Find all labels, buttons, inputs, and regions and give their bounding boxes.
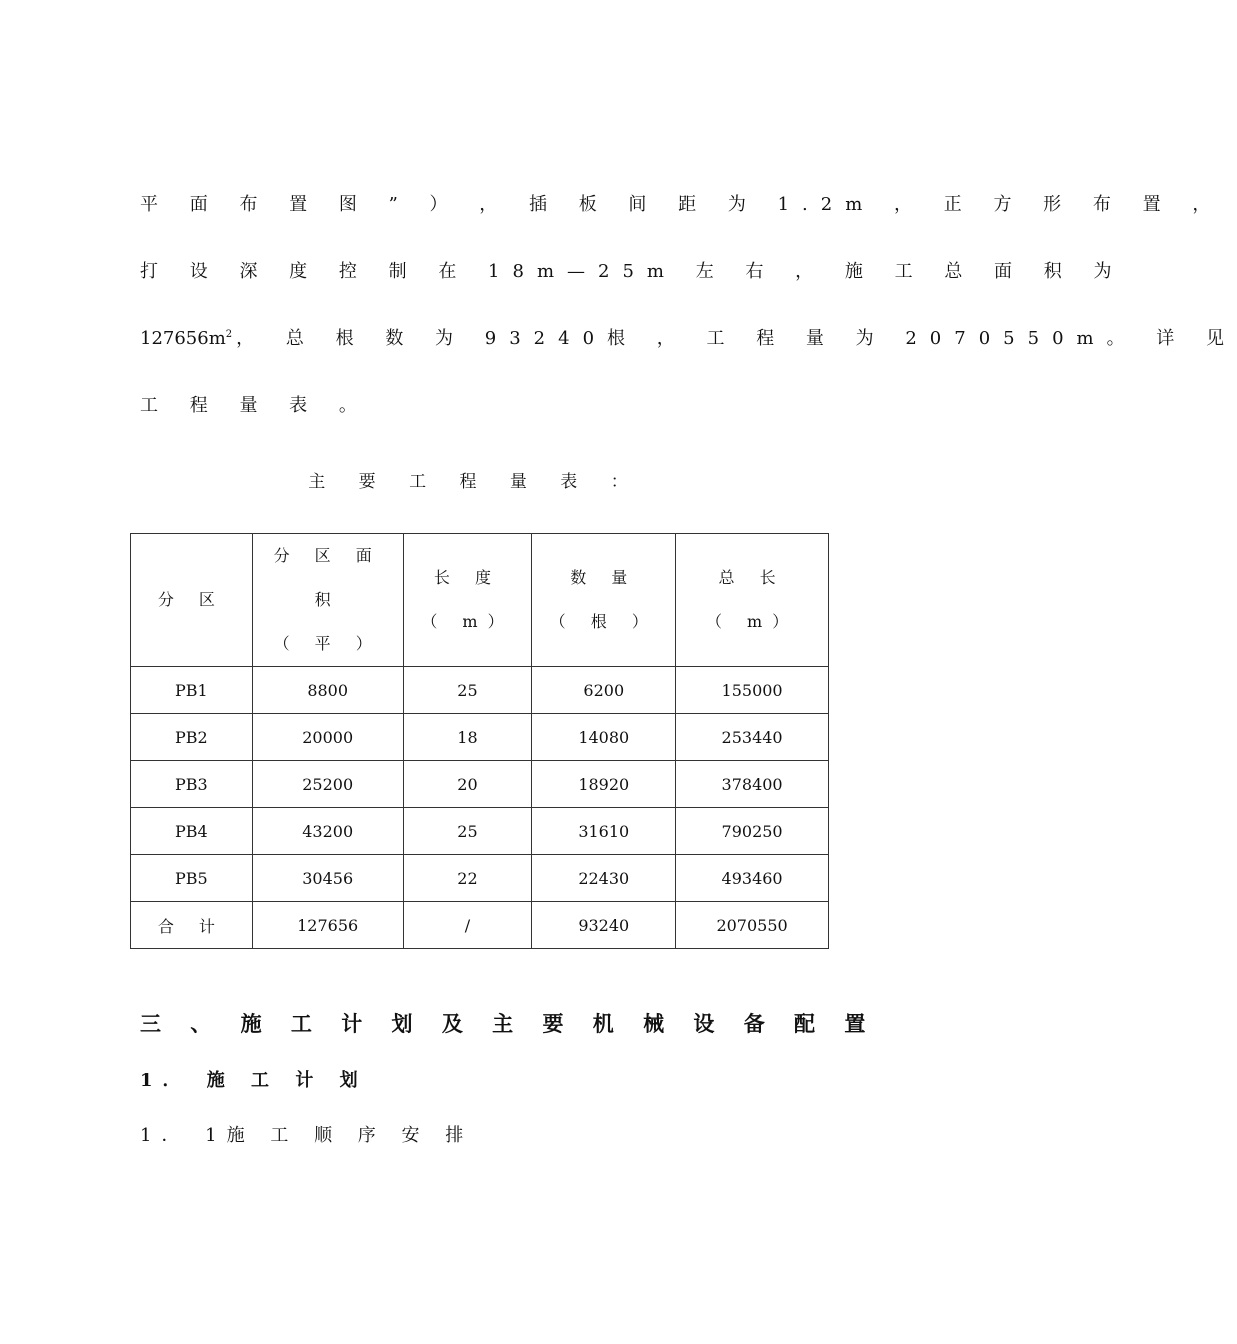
paragraph-line-2 <box>140 257 1125 283</box>
cell-total-length: 493460 <box>676 855 829 902</box>
table-row <box>131 808 829 855</box>
cell-area: 30456 <box>252 855 403 902</box>
cell-count: 22430 <box>532 855 676 902</box>
header-cell-area: 分 区 面 积 （ 平 ） <box>252 534 403 667</box>
section-heading: 三 、 施 工 计 划 及 主 要 机 械 设 备 配 置 <box>140 1011 877 1036</box>
header-cell-zone: 分 区 <box>131 534 253 667</box>
paragraph-text: 工 程 量 表 。 <box>140 395 370 416</box>
cell-area: 25200 <box>252 761 403 808</box>
cell-zone: PB5 <box>131 855 253 902</box>
cell-zone: PB4 <box>131 808 253 855</box>
quantity-table <box>130 533 829 949</box>
cell-length: / <box>403 902 532 949</box>
table-total-row <box>131 902 829 949</box>
paragraph-text: 打 设 深 度 控 制 在 18m—25m 左 右 ， 施 工 总 面 积 为 <box>140 261 1125 282</box>
paragraph-line-4 <box>140 391 370 417</box>
cell-zone: PB3 <box>131 761 253 808</box>
cell-total-length: 155000 <box>676 667 829 714</box>
cell-area: 127656 <box>252 902 403 949</box>
paragraph-text: ， 总 根 数 为 93240根 ， 工 程 量 为 2070550m。 详 见 <box>236 328 1237 349</box>
cell-area: 8800 <box>252 667 403 714</box>
table-header-row <box>131 534 829 667</box>
cell-length: 20 <box>403 761 532 808</box>
cell-count: 6200 <box>532 667 676 714</box>
cell-area: 43200 <box>252 808 403 855</box>
header-cell-length: 长 度 （ m） <box>403 534 532 667</box>
cell-total-length: 790250 <box>676 808 829 855</box>
cell-length: 25 <box>403 667 532 714</box>
cell-area: 20000 <box>252 714 403 761</box>
header-cell-total-length: 总 长 （ m） <box>676 534 829 667</box>
table-row <box>131 761 829 808</box>
table-title: 主 要 工 程 量 表 ： <box>308 472 642 492</box>
subsection-heading: 1． 施 工 计 划 <box>140 1070 368 1091</box>
cell-count: 18920 <box>532 761 676 808</box>
table-row <box>131 714 829 761</box>
paragraph-line-1 <box>140 190 1223 216</box>
cell-length: 25 <box>403 808 532 855</box>
subsubsection-heading: 1． 1施 工 顺 序 安 排 <box>140 1125 474 1146</box>
table-row <box>131 667 829 714</box>
cell-zone: PB2 <box>131 714 253 761</box>
cell-length: 22 <box>403 855 532 902</box>
cell-count: 93240 <box>532 902 676 949</box>
cell-total-length: 378400 <box>676 761 829 808</box>
header-cell-count: 数 量 （ 根 ） <box>532 534 676 667</box>
cell-total-length: 2070550 <box>676 902 829 949</box>
cell-count: 31610 <box>532 808 676 855</box>
paragraph-line-3 <box>140 324 1237 350</box>
paragraph-text: 平 面 布 置 图 ” ） ， 插 板 间 距 为 1.2m ， 正 方 形 布 置 ， <box>140 194 1224 215</box>
cell-zone: 合 计 <box>131 902 253 949</box>
table-row <box>131 855 829 902</box>
cell-zone: PB1 <box>131 667 253 714</box>
area-value: 127656m <box>140 328 226 349</box>
cell-total-length: 253440 <box>676 714 829 761</box>
cell-length: 18 <box>403 714 532 761</box>
cell-count: 14080 <box>532 714 676 761</box>
superscript: 2 <box>225 329 233 340</box>
